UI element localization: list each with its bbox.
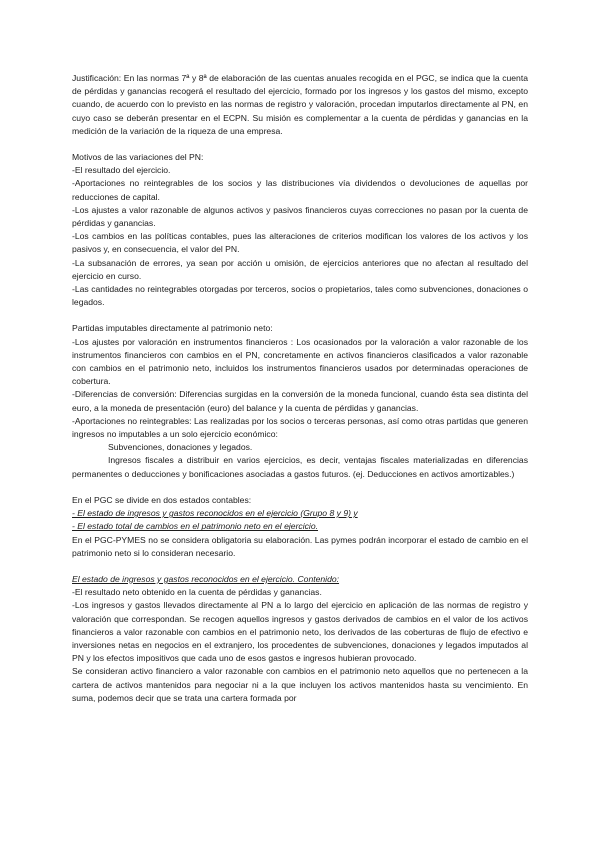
motivos-item: -Los cambios en las políticas contables, pues las alteraciones de criterios modifican los valores de los activos y los pasivos y, en consecuencia, el valor del PN. [72, 231, 528, 255]
contenido-item: Se consideran activo financiero a valor razonable con cambios en el patrimonio neto aquellos que no pertenecen a la cartera de activos mantenidos para negociar ni a la que incluyen los activos mantenidos hasta su vencimiento. En suma, podemos decir que se trata una cartera formada por [72, 666, 528, 703]
contenido-heading: El estado de ingresos y gastos reconocidos en el ejercicio. Contenido: [72, 573, 340, 584]
partidas-item: -Los ajustes por valoración en instrumentos financieros : Los ocasionados por la valoración a valor razonable de los instrumentos financieros con cambios en el PN, concretamente en activos financieros clasificados a valor razonable con cambios en el patrimonio neto, incluidos los instrumentos financieros usados por determinadas operaciones de cobertura. [72, 336, 528, 387]
document-page [72, 72, 528, 705]
partidas-item: -Aportaciones no reintegrables: Las realizadas por los socios o terceras personas, así como otras partidas que generen ingresos no imputables a un solo ejercicio económico: [72, 415, 528, 440]
contenido-item: -El resultado neto obtenido en la cuenta de pérdidas y ganancias. [72, 587, 322, 598]
partidas-heading: Partidas imputables directamente al patrimonio neto: [72, 323, 273, 334]
estados-item: - El estado de ingresos y gastos reconocidos en el ejercicio (Grupo 8 y 9) y [72, 508, 358, 519]
partidas-subitem: Ingresos fiscales a distribuir en varios ejercicios, es decir, ventajas fiscales materializadas en diferencias permanentes o deducciones y bonificaciones asociadas a gastos futuros. (ej. Deducciones en activos amortizables.) [72, 455, 528, 479]
motivos-item: -Los ajustes a valor razonable de algunos activos y pasivos financieros cuyas correcciones no pasan por la cuenta de pérdidas y ganancias. [72, 204, 528, 229]
estados-heading: En el PGC se divide en dos estados contables: [72, 494, 252, 505]
partidas-item: -Diferencias de conversión: Diferencias surgidas en la conversión de la moneda funcional, cuando ésta sea distinta del euro, a la moneda de presentación (euro) del balance y la cuenta de pérdidas y ganancias. [72, 389, 528, 413]
pymes-paragraph: En el PGC-PYMES no se considera obligatoria su elaboración. Las pymes podrán incorporar el estado de cambio en el patrimonio neto si lo consideran necesario. [72, 534, 528, 558]
partidas-subitem: Subvenciones, donaciones y legados. [108, 442, 253, 453]
justificacion-paragraph: Justificación: En las normas 7ª y 8ª de elaboración de las cuentas anuales recogida en el PGC, se indica que la cuenta de pérdidas y ganancias recogerá el resultado del ejercicio, formado por los ingresos y los gastos del mismo, excepto cuando, de acuerdo con lo previsto en las normas de registro y valoración, procedan imputarlos directamente al PN, en cuyo caso se deberán presentar en el ECPN. Su misión es complementar a la cuenta de pérdidas y ganancias en la medición de la variación de la riqueza de una empresa. [72, 73, 528, 136]
motivos-heading: Motivos de las variaciones del PN: [72, 152, 204, 163]
motivos-item: -Las cantidades no reintegrables otorgadas por terceros, socios o propietarios, tales como subvenciones, donaciones o legados. [72, 284, 528, 308]
motivos-item: -La subsanación de errores, ya sean por acción u omisión, de ejercicios anteriores que no afectan al resultado del ejercicio en curso. [72, 257, 528, 281]
motivos-item: -El resultado del ejercicio. [72, 165, 171, 176]
motivos-item: -Aportaciones no reintegrables de los socios y las distribuciones vía dividendos o devoluciones de aquellas por reducciones de capital. [72, 178, 528, 202]
estados-item: - El estado total de cambios en el patrimonio neto en el ejercicio. [72, 521, 319, 532]
contenido-item: -Los ingresos y gastos llevados directamente al PN a lo largo del ejercicio en aplicación de las normas de registro y valoración que correspondan. Se recogen aquellos ingresos y gastos derivados de cambios en el valor de los activos financieros a valor razonable con cambios en el patrimonio neto, los derivados de las coberturas de flujo de efectivo e inversiones netas en negocios en el extranjero, los procedentes de subvenciones, donaciones y legados imputados al PN y los efectos impositivos que cada uno de esos gastos e ingresos hubieran provocado. [72, 600, 528, 664]
